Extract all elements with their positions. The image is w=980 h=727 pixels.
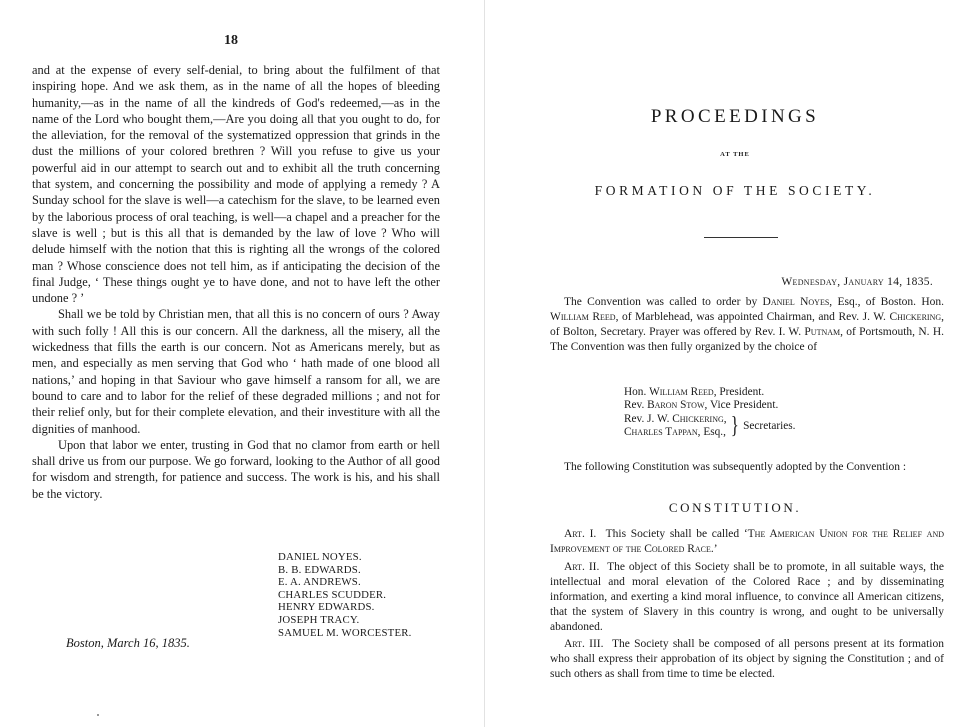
formation-subtitle: FORMATION OF THE SOCIETY.: [594, 183, 876, 198]
officer-title: Rev. J. W.: [624, 412, 673, 425]
signer: DANIEL NOYES.: [278, 551, 362, 563]
officer-name: Baron Stow: [647, 399, 705, 412]
paragraph: and at the expense of every self-denial, to bring about the fulfilment of that inspiring hope. And we ask them, as in the name of all the hopes of bleeding humanity,—as in the name of all the kindreds of God's redeemed,—as in the name of the Lord who bought them,—Are you doing all that you ought to do, for the alleviation, for the removal of the systematized oppression that grinds in the dust the millions of your colored brethren ? Will you refuse to give us your powerful aid in our attempt to search out and to exhibit all the truth concerning that system, and concerning the possibility and mode of applying a remedy ? A Sunday school for the slave is well—a catechism for the slave, to be learned even by the laborious process of oral teaching, is well—a chapel and a preacher for the slave is well ; but is this all that is demanded by the law of love ? Who will delude himself with the notion that this is righting all the wrongs of the colored man ? Whose conscience does not tell him, as if anticipating the decision of the final Judge, ‘ These things ought ye to have done, and not to have left the other undone ? ’: [32, 63, 440, 306]
brace-icon: }: [730, 413, 739, 440]
signer: SAMUEL M. WORCESTER.: [278, 626, 412, 639]
article-label: Art. III.: [564, 638, 604, 650]
article-text: This Society shall be called ‘: [605, 528, 748, 540]
intro-text: The Convention was called to order by: [564, 296, 763, 308]
article-1: [550, 527, 944, 557]
article-3: [550, 637, 944, 682]
officer-name: William Reed: [649, 386, 714, 398]
dateline: Boston, March 16, 1835.: [66, 636, 190, 650]
intro-text: , Esq., of Boston. Hon.: [829, 296, 944, 308]
proceedings-title: PROCEEDINGS: [650, 106, 820, 127]
paragraph: Upon that labor we enter, trusting in God that no clamor from earth or hell shall drive us from our purpose. We go forward, looking to the Author of all good for wisdom and strength, for patience and success. The work is his, and his shall be the victory.: [32, 437, 440, 501]
right-page: [490, 0, 980, 727]
signers-list: [278, 551, 412, 639]
article-text: .’: [710, 543, 718, 555]
person-name: Putnam: [804, 326, 841, 338]
intro-text: , of Bolton, Secretary. Prayer was offered by Rev. I. W.: [550, 311, 944, 338]
officer-suffix: , Esq.,: [697, 426, 726, 439]
intro-text: , of Marblehead, was appointed Chairman, and Rev. J. W.: [615, 311, 890, 323]
officer-role: , Vice President.: [704, 399, 779, 412]
officer-name: Chickering: [672, 412, 724, 425]
officers-list: [624, 386, 796, 440]
signer: HENRY EDWARDS.: [278, 601, 375, 614]
at-the-label: AT THE: [720, 151, 750, 158]
paragraph: Shall we be told by Christian men, that all this is no concern of ours ? Away with such folly ! All this is our concern. All the darkness, all the misery, all the wickedness that fills the earth is our concern. Not as Americans merely, but as men, and especially as men serving that God who ‘ hath made of one blood all nations,’ and hoping in that Saviour who gave himself a ransom for all, we are bound to care and to labor for the relief of these degraded millions ; and not for their relief only, but for their complete elevation, and their investiture with all the dignities of manhood.: [32, 307, 440, 436]
officer-role: , President.: [713, 386, 765, 398]
person-name: Daniel Noyes: [762, 296, 830, 308]
constitution-intro: [550, 460, 944, 475]
officer-president: [624, 386, 796, 399]
article-label: Art. II.: [564, 561, 600, 573]
signer: B. B. EDWARDS.: [278, 563, 361, 576]
officer-suffix: ,: [723, 412, 727, 425]
secretaries-label: Secretaries.: [743, 419, 796, 432]
signer: E. A. ANDREWS.: [278, 576, 361, 589]
left-page: [0, 0, 470, 727]
article-text: The object of this Society shall be to promote, in all suitable ways, the intellectual and moral elevation of the Colored Race ; and by disseminating information, and exerting a kind moral influence, to convince all American citizens, that the system of Slavery in this country is wrong, and ought to be universally abandoned.: [550, 561, 944, 633]
page-gutter: [484, 0, 485, 727]
officer-title: Rev.: [624, 399, 648, 412]
constitution-heading: CONSTITUTION.: [668, 500, 802, 515]
divider-rule: [704, 237, 778, 238]
person-name: William Reed: [550, 311, 616, 323]
page-number: 18: [224, 33, 238, 48]
society-name: The American Union for the Relief and Improvement of the Colored Race: [550, 528, 945, 555]
body-text: [32, 62, 440, 502]
intro-text: , of Portsmouth, N. H. The Convention was then fully organized by the choice of: [550, 326, 944, 353]
constitution-intro-text: The following Constitution was subsequently adopted by the Convention :: [564, 461, 907, 473]
meeting-date: Wednesday, January 14, 1835.: [781, 276, 933, 288]
intro-paragraph: [550, 295, 944, 355]
officer-title: Hon.: [624, 386, 650, 398]
signer: JOSEPH TRACY.: [278, 613, 360, 626]
signer: CHARLES SCUDDER.: [278, 588, 387, 601]
officer-secretaries: [624, 413, 796, 440]
article-text: The Society shall be composed of all persons present at its formation who shall express their approbation of its object by signing the Constitution ; and of such others as shall from time to time be elected.: [550, 638, 944, 680]
officer-name: Charles Tappan: [624, 426, 698, 439]
paper-speck: [97, 714, 99, 716]
person-name: Chickering: [889, 311, 942, 323]
article-2: [550, 560, 944, 635]
article-label: Art. I.: [564, 528, 597, 540]
officer-vice-president: [624, 399, 796, 412]
